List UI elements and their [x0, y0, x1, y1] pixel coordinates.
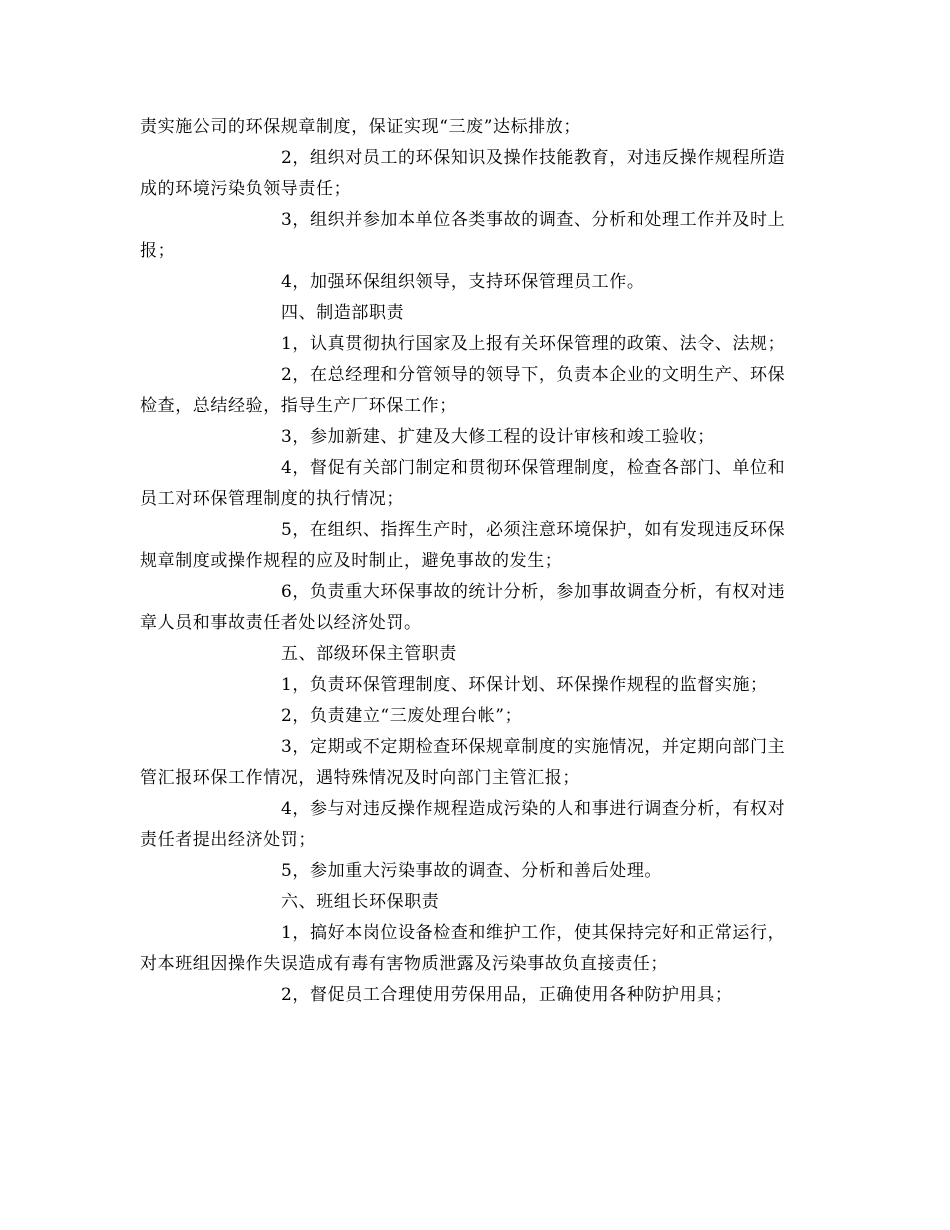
paragraph-line-indented: 1，负责环保管理制度、环保计划、环保操作规程的监督实施；: [281, 675, 768, 695]
paragraph-line: 检查，总结经验，指导生产厂环保工作；: [140, 396, 457, 416]
paragraph-line: 章人员和事故责任者处以经济处罚。: [140, 613, 422, 633]
paragraph-line-indented: 2，督促员工合理使用劳保用品，正确使用各种防护用具；: [281, 985, 733, 1005]
paragraph-line-indented: 4，加强环保组织领导，支持环保管理员工作。: [281, 272, 645, 292]
paragraph-line-indented: 4，参与对违反操作规程造成污染的人和事进行调查分析，有权对: [281, 799, 786, 819]
paragraph-line-indented: 2，负责建立“三废处理台帐”；: [281, 706, 523, 726]
paragraph-line-indented: 2，在总经理和分管领导的领导下，负责本企业的文明生产、环保: [281, 365, 786, 385]
paragraph-line-indented: 四、制造部职责: [281, 303, 405, 323]
paragraph-line-indented: 1，认真贯彻执行国家及上报有关环保管理的政策、法令、法规；: [281, 334, 786, 354]
paragraph-line: 成的环境污染负领导责任；: [140, 179, 352, 199]
paragraph-line-indented: 3，定期或不定期检查环保规章制度的实施情况，并定期向部门主: [281, 737, 786, 757]
paragraph-line-indented: 2，组织对员工的环保知识及操作技能教育，对违反操作规程所造: [281, 148, 786, 168]
paragraph-line: 责任者提出经济处罚；: [140, 830, 316, 850]
document-body: [140, 112, 820, 1011]
paragraph-line: 报；: [140, 241, 176, 261]
paragraph-line: 责实施公司的环保规章制度，保证实现“三废”达标排放；: [140, 117, 581, 137]
paragraph-line: 对本班组因操作失误造成有毒有害物质泄露及污染事故负直接责任；: [140, 954, 668, 974]
paragraph-line: 管汇报环保工作情况，遇特殊情况及时向部门主管汇报；: [140, 768, 580, 788]
paragraph-line-indented: 1，搞好本岗位设备检查和维护工作，使其保持完好和正常运行，: [281, 923, 786, 943]
paragraph-line-indented: 六、班组长环保职责: [281, 892, 440, 912]
paragraph-line-indented: 5，在组织、指挥生产时，必须注意环境保护，如有发现违反环保: [281, 520, 786, 540]
paragraph-line-indented: 五、部级环保主管职责: [281, 644, 457, 664]
paragraph-line-indented: 5，参加重大污染事故的调查、分析和善后处理。: [281, 861, 663, 881]
paragraph-line: 员工对环保管理制度的执行情况；: [140, 489, 404, 509]
paragraph-line-indented: 3，组织并参加本单位各类事故的调查、分析和处理工作并及时上: [281, 210, 786, 230]
paragraph-line-indented: 4，督促有关部门制定和贯彻环保管理制度，检查各部门、单位和: [281, 458, 786, 478]
paragraph-line: 规章制度或操作规程的应及时制止，避免事故的发生；: [140, 551, 563, 571]
paragraph-line-indented: 3，参加新建、扩建及大修工程的设计审核和竣工验收；: [281, 427, 715, 447]
paragraph-line-indented: 6，负责重大环保事故的统计分析，参加事故调查分析，有权对违: [281, 582, 786, 602]
